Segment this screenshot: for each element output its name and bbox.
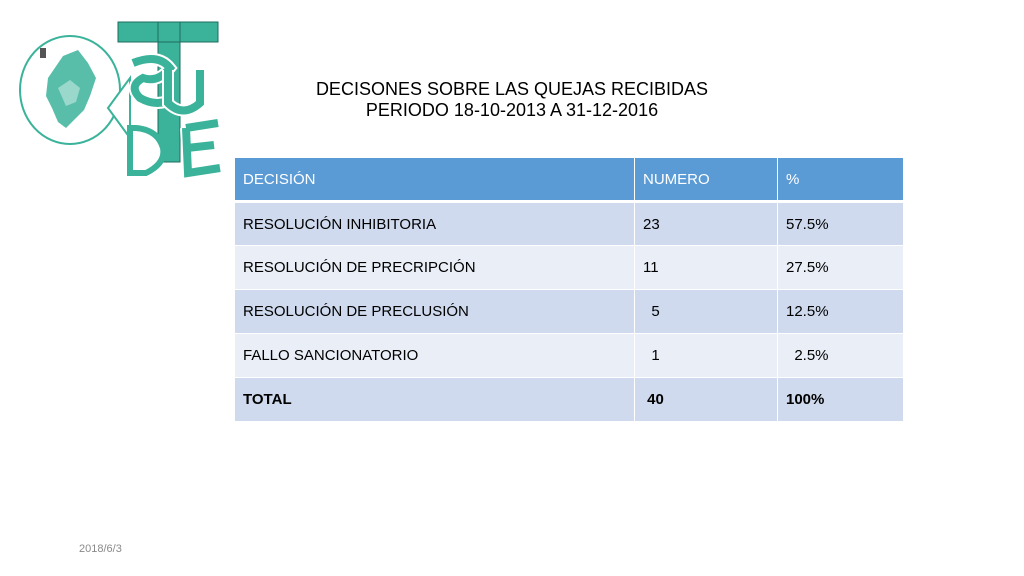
header-numero: NUMERO bbox=[635, 158, 778, 202]
cell-percent: 27.5% bbox=[778, 246, 904, 290]
cell-total-percent: 100% bbox=[778, 378, 904, 422]
table-row bbox=[235, 202, 904, 246]
slide-date: 2018/6/3 bbox=[79, 543, 122, 555]
logo bbox=[18, 18, 223, 183]
title-line-2: PERIODO 18-10-2013 A 31-12-2016 bbox=[365, 100, 659, 120]
letter-e-icon bbox=[186, 123, 220, 173]
page-title bbox=[262, 79, 762, 121]
cell-total-numero: 40 bbox=[635, 378, 778, 422]
cell-numero: 11 bbox=[635, 246, 778, 290]
header-decision: DECISIÓN bbox=[235, 158, 635, 202]
table-header-row bbox=[235, 158, 904, 202]
cell-numero: 1 bbox=[635, 334, 778, 378]
table-row bbox=[235, 246, 904, 290]
cell-decision: RESOLUCIÓN DE PRECRIPCIÓN bbox=[235, 246, 635, 290]
map-emblem-icon bbox=[20, 36, 120, 144]
letter-d-icon bbox=[130, 128, 163, 173]
cell-decision: RESOLUCIÓN INHIBITORIA bbox=[235, 202, 635, 246]
title-line-1: DECISONES SOBRE LAS QUEJAS RECIBIDAS bbox=[315, 79, 709, 99]
cell-total-label: TOTAL bbox=[235, 378, 635, 422]
table-row bbox=[235, 334, 904, 378]
decisions-table bbox=[234, 157, 904, 422]
cell-percent: 57.5% bbox=[778, 202, 904, 246]
table-row bbox=[235, 290, 904, 334]
cell-decision: RESOLUCIÓN DE PRECLUSIÓN bbox=[235, 290, 635, 334]
letter-u-icon bbox=[168, 70, 200, 111]
cell-numero: 5 bbox=[635, 290, 778, 334]
cell-percent: 12.5% bbox=[778, 290, 904, 334]
cell-decision: FALLO SANCIONATORIO bbox=[235, 334, 635, 378]
cell-percent: 2.5% bbox=[778, 334, 904, 378]
table-total-row bbox=[235, 378, 904, 422]
cell-numero: 23 bbox=[635, 202, 778, 246]
header-percent: % bbox=[778, 158, 904, 202]
